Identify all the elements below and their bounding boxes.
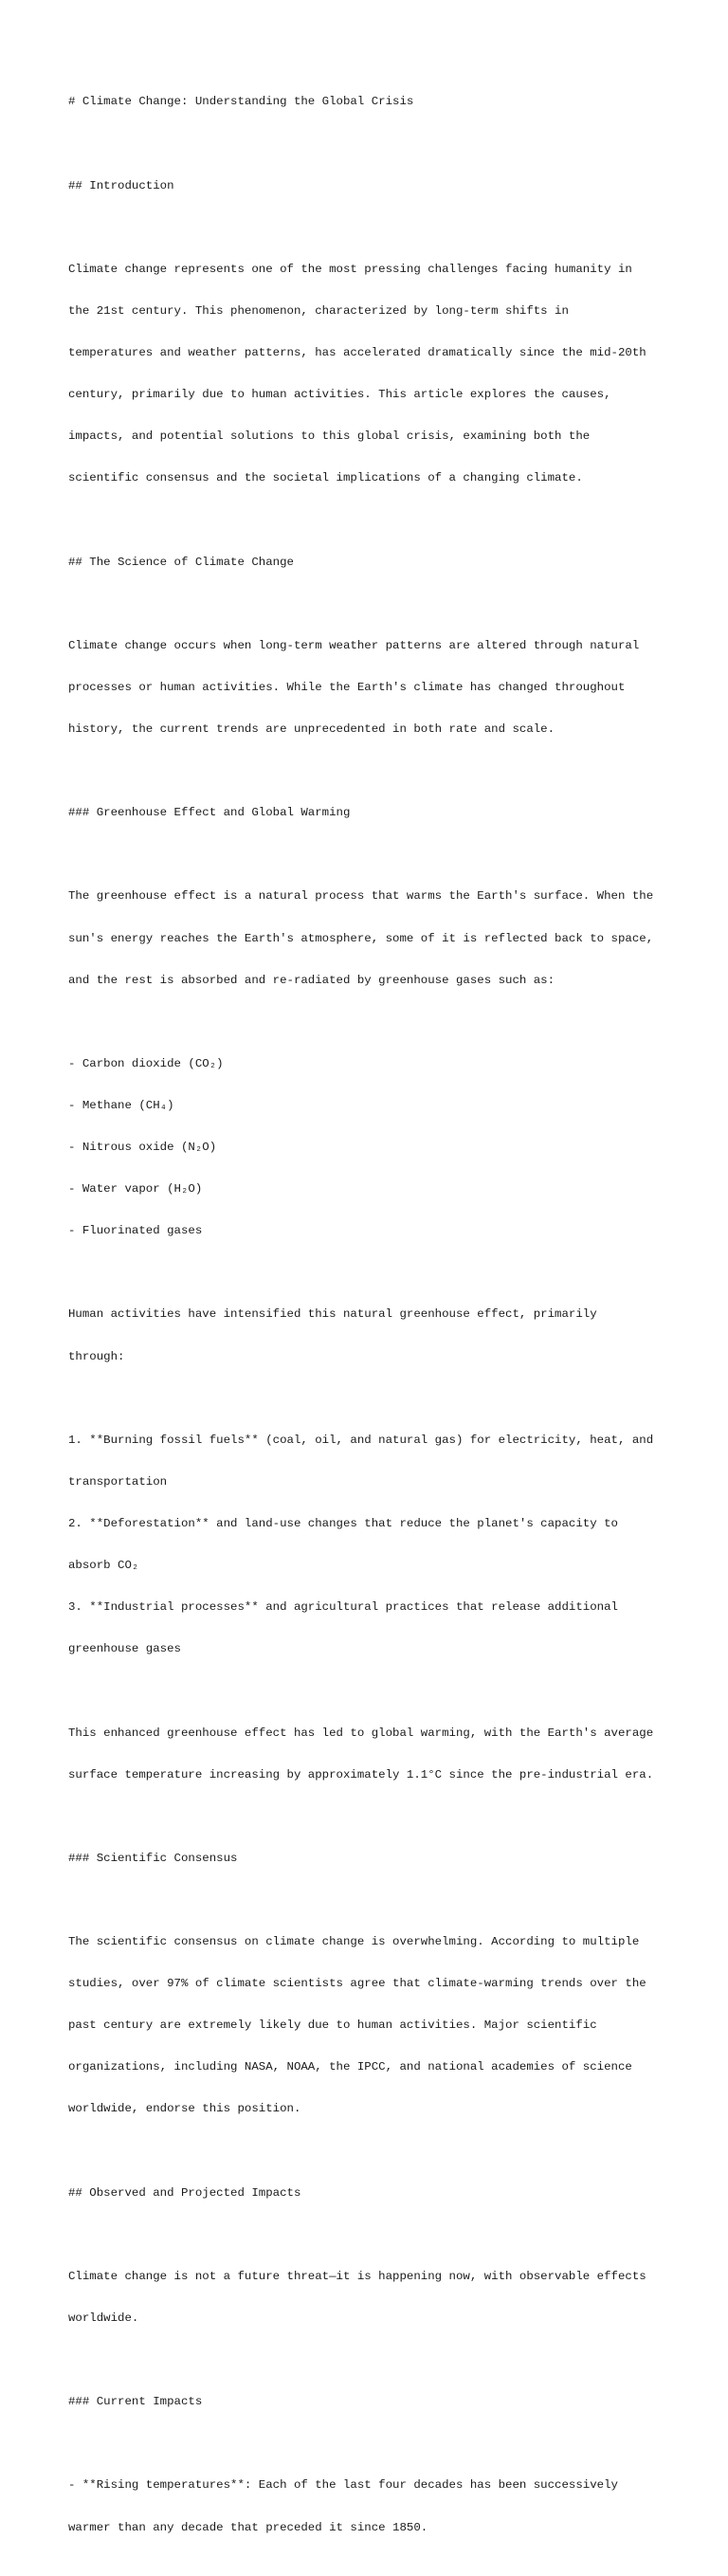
paragraph-science: Climate change occurs when long-term weather patterns are altered through natural processes or human activities. While the Earth's climate has changed throughout history, the current trends are unprecedented in both rate and scale. [68,638,640,736]
list-item: 1. **Burning fossil fuels** (coal, oil, and natural gas) for electricity, heat, and [68,1433,654,1447]
heading-introduction: ## Introduction [68,178,174,192]
list-item: warmer than any decade that preceded it since 1850. [68,2520,428,2534]
list-item: - **Rising temperatures**: Each of the last four decades has been successively [68,2478,618,2493]
list-item: - Nitrous oxide (N₂O) [68,1141,217,1155]
list-current-impacts [68,2451,675,2563]
heading-current-impacts: ### Current Impacts [68,2395,203,2409]
paragraph-impacts: Climate change is not a future threat—it is happening now, with observable effects worldwide. [68,2269,646,2325]
paragraph-human-activities: Human activities have intensified this natural greenhouse effect, primarily through: [68,1307,597,1363]
paragraph-introduction: Climate change represents one of the most pressing challenges facing humanity in the 21st century. This phenomenon, characterized by long-term shifts in temperatures and weather patterns, has accelerated dramatically since the mid-20th century, primarily due to human activities. This article explores the causes, impacts, and potential solutions to this global crisis, examining both the scientific consensus and the societal implications of a changing climate. [68,262,646,485]
paragraph-greenhouse: The greenhouse effect is a natural process that warms the Earth's surface. When the sun's energy reaches the Earth's atmosphere, some of it is reflected back to space, and the rest is absorbed and re-radiated by greenhouse gases such as: [68,889,654,987]
list-causes [68,1405,675,1684]
paragraph-global-warming: This enhanced greenhouse effect has led to global warming, with the Earth's average surface temperature increasing by approximately 1.1°C since the pre-industrial era. [68,1726,654,1781]
list-item: 3. **Industrial processes** and agricultural practices that release additional [68,1600,618,1615]
list-item: greenhouse gases [68,1642,181,1656]
list-greenhouse-gases [68,1029,675,1266]
paragraph-consensus: The scientific consensus on climate change is overwhelming. According to multiple studies, over 97% of climate scientists agree that climate-warming trends over the past century are extremely likely due to human activities. Major scientific organizations, including NASA, NOAA, the IPCC, and national academies of science worldwide, endorse this position. [68,1935,646,2116]
list-item: - Methane (CH₄) [68,1098,174,1112]
list-item: - Water vapor (H₂O) [68,1182,203,1197]
list-item: - Carbon dioxide (CO₂) [68,1056,224,1070]
heading-greenhouse: ### Greenhouse Effect and Global Warming [68,806,351,820]
list-item: - Fluorinated gases [68,1224,203,1238]
list-item: 2. **Deforestation** and land-use changes that reduce the planet's capacity to [68,1516,618,1530]
list-item: transportation [68,1474,168,1489]
heading-impacts: ## Observed and Projected Impacts [68,2185,301,2200]
document-title: # Climate Change: Understanding the Global Crisis [68,95,414,109]
document-page [68,67,675,2576]
heading-science: ## The Science of Climate Change [68,555,294,569]
heading-consensus: ### Scientific Consensus [68,1851,238,1865]
list-item: absorb CO₂ [68,1559,139,1573]
